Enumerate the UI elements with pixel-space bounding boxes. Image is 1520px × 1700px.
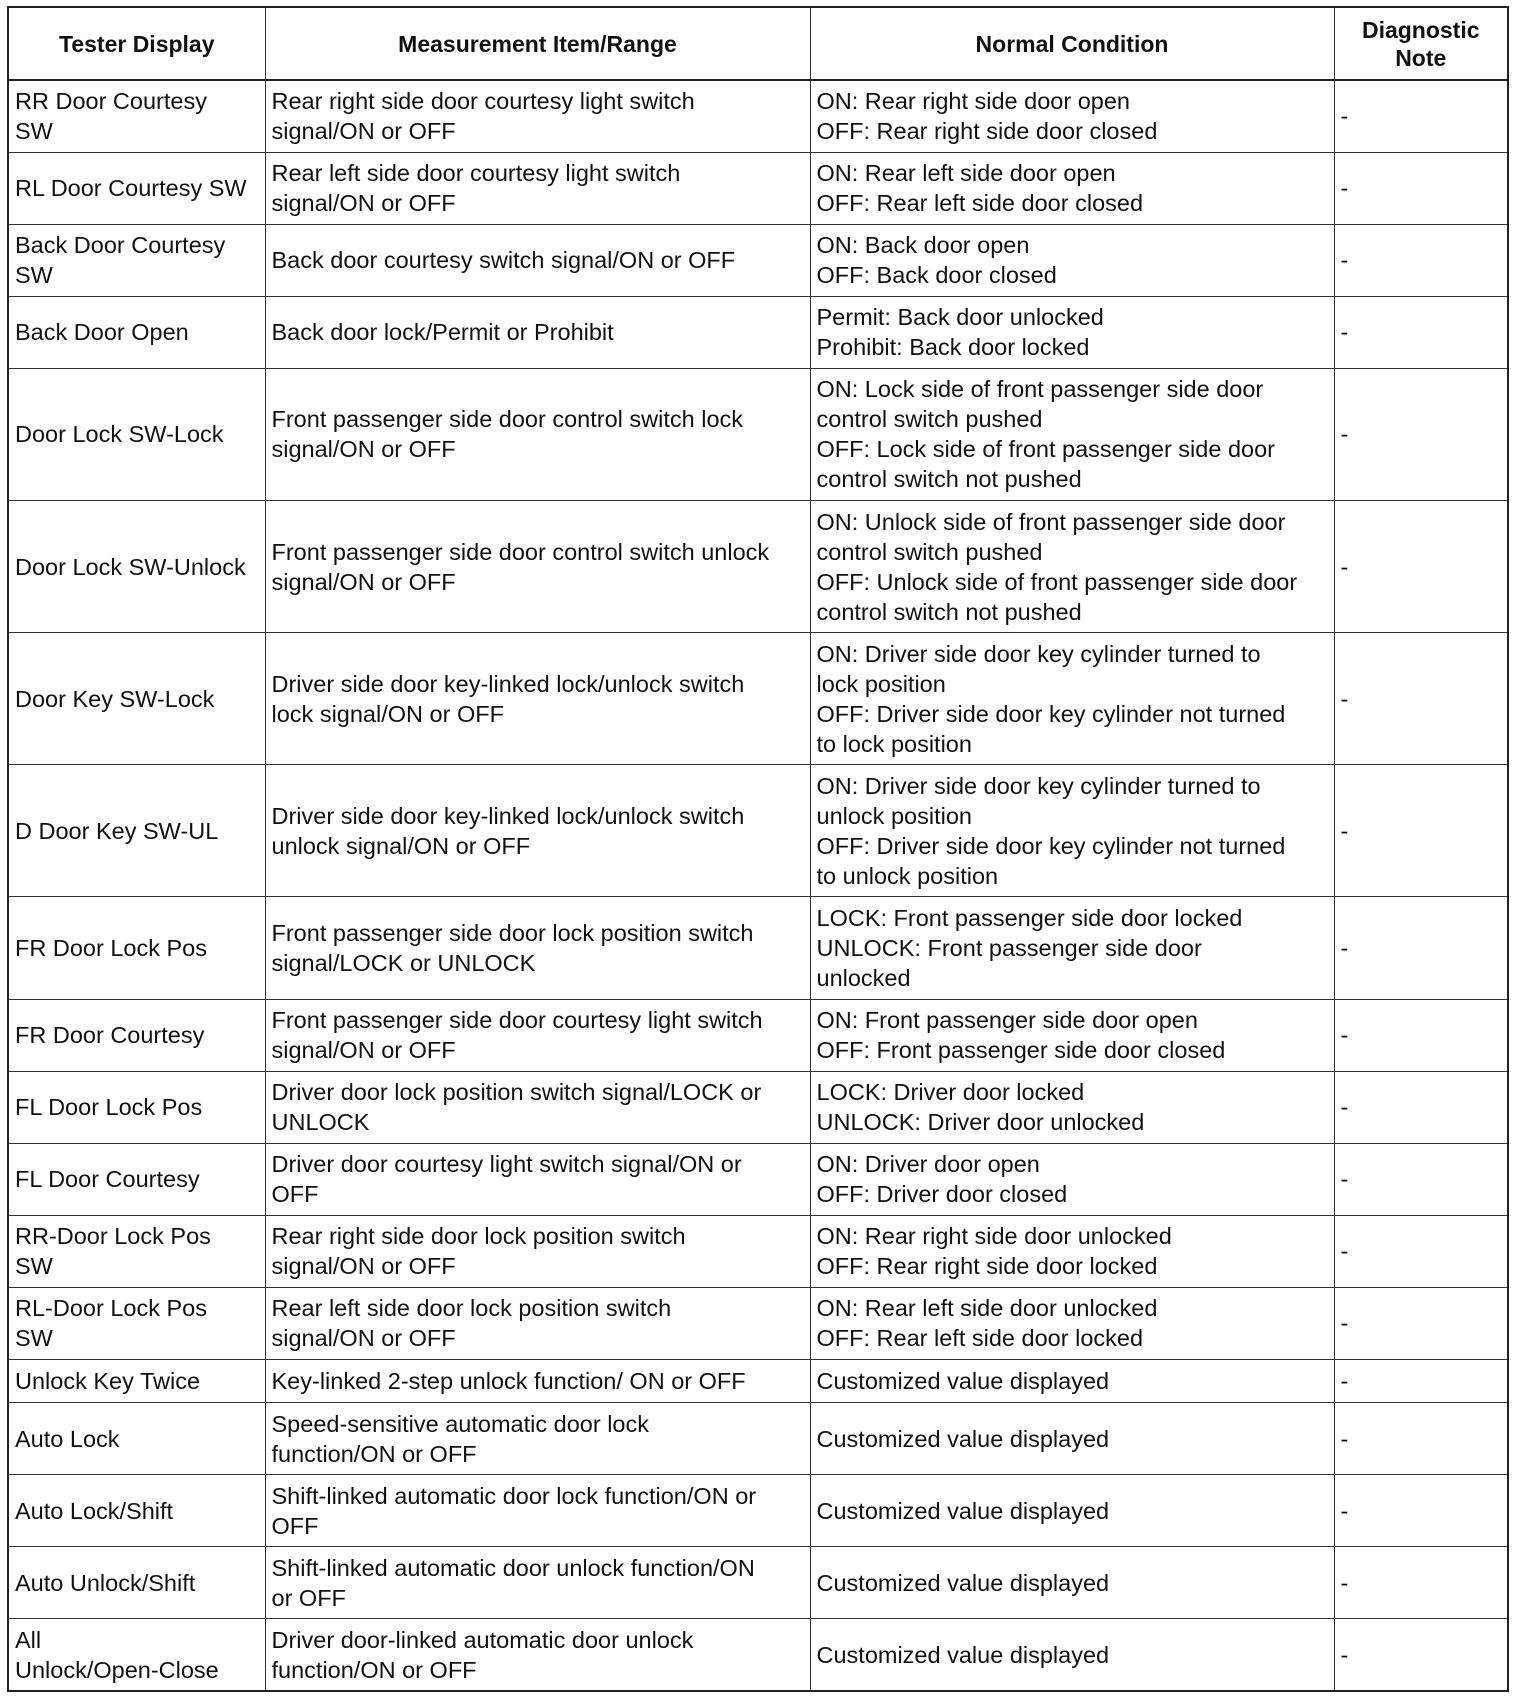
measurement-item-cell [265,765,810,897]
cell-text-line: Driver door lock position switch signal/LOCK or [271,1079,762,1106]
diagnostic-note-cell: - [1334,765,1508,897]
measurement-item-cell [265,897,810,999]
cell-text-line: Shift-linked automatic door unlock function/ON [271,1554,755,1581]
cell-text-line: Driver side door key-linked lock/unlock switch [271,670,745,697]
cell-text-line: ON: Rear left side door open [816,160,1116,187]
cell-text-line: function/ON or OFF [271,1440,477,1467]
cell-text-line: ON: Rear left side door unlocked [816,1295,1158,1322]
cell-text-line: Auto Lock [15,1425,120,1452]
table-row [8,897,1508,999]
cell-text-line: OFF: Driver door closed [816,1181,1068,1208]
diagnostic-note-cell: - [1334,368,1508,500]
normal-condition-cell [810,765,1334,897]
cell-text-line: Prohibit: Back door locked [816,334,1090,361]
tester-display-cell [8,1287,265,1359]
tester-display-cell [8,1071,265,1143]
cell-text-line: ON: Unlock side of front passenger side door [816,508,1286,535]
cell-text-line: or OFF [271,1584,346,1611]
normal-condition-cell [810,1475,1334,1547]
cell-text-line: function/ON or OFF [271,1656,477,1683]
measurement-item-cell [265,152,810,224]
normal-condition-cell [810,368,1334,500]
measurement-item-cell [265,500,810,632]
table-row [8,1287,1508,1359]
measurement-item-cell [265,80,810,152]
cell-text-line: ON: Driver side door key cylinder turned to [816,640,1261,667]
normal-condition-cell [810,500,1334,632]
cell-text-line: to unlock position [816,862,999,889]
measurement-item-cell [265,1287,810,1359]
cell-text-line: Back Door Open [15,319,189,346]
cell-text-line: Door Lock SW-Lock [15,421,224,448]
diagnostic-note-cell: - [1334,897,1508,999]
cell-text-line: signal/ON or OFF [271,568,456,595]
cell-text-line: D Door Key SW-UL [15,817,219,844]
measurement-item-cell [265,1475,810,1547]
tester-display-cell [8,500,265,632]
cell-text-line: OFF [271,1181,319,1208]
cell-text-line: UNLOCK: Driver door unlocked [816,1109,1145,1136]
cell-text-line: signal/ON or OFF [271,1253,456,1280]
normal-condition-cell [810,80,1334,152]
cell-text-line: SW [15,1325,53,1352]
measurement-item-cell [265,296,810,368]
tester-display-cell [8,1143,265,1215]
cell-text-line: Speed-sensitive automatic door lock [271,1410,650,1437]
cell-text-line: control switch pushed [816,406,1043,433]
cell-text-line: LOCK: Front passenger side door locked [816,905,1243,931]
cell-text-line: RL Door Courtesy SW [15,175,247,202]
cell-text-line: Auto Lock/Shift [15,1497,174,1524]
table-row [8,224,1508,296]
cell-text-line: FL Door Courtesy [15,1166,200,1193]
cell-text-line: signal/LOCK or UNLOCK [271,950,536,976]
tester-display-cell [8,1619,265,1691]
tester-display-cell [8,80,265,152]
measurement-item-cell [265,1071,810,1143]
cell-text-line: Front passenger side door lock position switch [271,920,754,946]
cell-text-line: Customized value displayed [816,1497,1110,1524]
cell-text-line: signal/ON or OFF [271,118,456,145]
diagnostic-note-cell: - [1334,1547,1508,1619]
table-row [8,633,1508,765]
table-row [8,1619,1508,1691]
diagnostic-note-cell: - [1334,224,1508,296]
cell-text-line: Customized value displayed [816,1569,1110,1596]
cell-text-line: Unlock/Open-Close [15,1656,219,1683]
normal-condition-cell [810,296,1334,368]
cell-text-line: Door Key SW-Lock [15,685,215,712]
cell-text-line: Back Door Courtesy [15,232,226,259]
measurement-item-cell [265,633,810,765]
header-tester-display: Tester Display [8,7,265,80]
normal-condition-cell [810,897,1334,999]
tester-display-cell [8,1475,265,1547]
cell-text-line: to lock position [816,730,972,757]
diagnostic-note-cell: - [1334,999,1508,1071]
diagnostic-note-cell: - [1334,1475,1508,1547]
tester-display-cell [8,1359,265,1402]
cell-text-line: Front passenger side door control switch lock [271,406,744,433]
tester-display-cell [8,1547,265,1619]
normal-condition-cell [810,1143,1334,1215]
cell-text-line: Customized value displayed [816,1641,1110,1668]
cell-text-line: OFF: Rear right side door closed [816,118,1158,145]
measurement-item-cell [265,1359,810,1402]
tester-display-cell [8,1403,265,1475]
cell-text-line: FR Door Courtesy [15,1022,205,1049]
cell-text-line: Shift-linked automatic door lock function/ON or [271,1482,757,1509]
header-normal-condition: Normal Condition [810,7,1334,80]
tester-display-cell [8,897,265,999]
cell-text-line: ON: Lock side of front passenger side door [816,376,1264,403]
diagnostic-note-cell: - [1334,1359,1508,1402]
cell-text-line: SW [15,1253,53,1280]
cell-text-line: unlock position [816,802,972,829]
cell-text-line: Driver side door key-linked lock/unlock switch [271,802,745,829]
cell-text-line: OFF: Driver side door key cylinder not turned [816,832,1286,859]
diagnostic-note-cell: - [1334,1403,1508,1475]
table-row [8,152,1508,224]
diagnostic-note-cell: - [1334,500,1508,632]
table-row [8,1403,1508,1475]
cell-text-line: unlock signal/ON or OFF [271,832,531,859]
tester-display-cell [8,633,265,765]
cell-text-line: OFF: Driver side door key cylinder not turned [816,700,1286,727]
cell-text-line: Back door courtesy switch signal/ON or OFF [271,247,736,274]
cell-text-line: Auto Unlock/Shift [15,1569,196,1596]
diagnostic-data-table [7,6,1509,1692]
table-row [8,1143,1508,1215]
measurement-item-cell [265,1547,810,1619]
cell-text-line: ON: Driver door open [816,1151,1040,1178]
cell-text-line: Rear left side door lock position switch [271,1295,672,1322]
measurement-item-cell [265,1403,810,1475]
cell-text-line: RL-Door Lock Pos [15,1295,207,1322]
cell-text-line: Front passenger side door control switch unlock [271,538,770,565]
cell-text-line: Unlock Key Twice [15,1367,201,1394]
cell-text-line: Permit: Back door unlocked [816,304,1104,331]
diagnostic-note-cell: - [1334,152,1508,224]
cell-text-line: ON: Rear right side door unlocked [816,1223,1172,1250]
diagnostic-note-cell: - [1334,80,1508,152]
cell-text-line: RR Door Courtesy [15,88,207,115]
cell-text-line: Customized value displayed [816,1425,1110,1452]
cell-text-line: signal/ON or OFF [271,1037,456,1064]
cell-text-line: lock position [816,670,946,697]
cell-text-line: Back door lock/Permit or Prohibit [271,319,614,346]
table-row [8,1547,1508,1619]
cell-text-line: signal/ON or OFF [271,436,456,463]
tester-display-cell [8,152,265,224]
cell-text-line: OFF: Rear left side door locked [816,1325,1144,1352]
table-body [8,80,1508,1691]
measurement-item-cell [265,1215,810,1287]
normal-condition-cell [810,633,1334,765]
cell-text-line: ON: Driver side door key cylinder turned to [816,772,1261,799]
cell-text-line: UNLOCK [271,1109,370,1136]
cell-text-line: OFF: Rear right side door locked [816,1253,1158,1280]
cell-text-line: Rear left side door courtesy light switch [271,160,681,187]
cell-text-line: OFF: Front passenger side door closed [816,1037,1226,1064]
cell-text-line: OFF: Lock side of front passenger side door [816,436,1275,463]
cell-text-line: FR Door Lock Pos [15,935,207,961]
cell-text-line: unlocked [816,965,911,991]
table-row [8,765,1508,897]
measurement-item-cell [265,224,810,296]
table-row [8,1359,1508,1402]
cell-text-line: SW [15,262,53,289]
measurement-item-cell [265,999,810,1071]
normal-condition-cell [810,1403,1334,1475]
cell-text-line: Rear right side door lock position switch [271,1223,686,1250]
cell-text-line: OFF [271,1512,319,1539]
normal-condition-cell [810,1619,1334,1691]
normal-condition-cell [810,1071,1334,1143]
cell-text-line: lock signal/ON or OFF [271,700,504,727]
tester-display-cell [8,368,265,500]
tester-display-cell [8,224,265,296]
cell-text-line: signal/ON or OFF [271,1325,456,1352]
cell-text-line: All [15,1626,42,1653]
table-row [8,999,1508,1071]
cell-text-line: LOCK: Driver door locked [816,1079,1085,1106]
normal-condition-cell [810,224,1334,296]
diagnostic-note-cell: - [1334,1287,1508,1359]
tester-display-cell [8,296,265,368]
tester-display-cell [8,765,265,897]
diagnostic-note-cell: - [1334,1619,1508,1691]
cell-text-line: control switch not pushed [816,598,1082,625]
cell-text-line: ON: Front passenger side door open [816,1007,1198,1034]
header-measurement-item: Measurement Item/Range [265,7,810,80]
normal-condition-cell [810,999,1334,1071]
cell-text-line: control switch not pushed [816,466,1082,493]
diagnostic-note-cell: - [1334,633,1508,765]
cell-text-line: SW [15,118,53,145]
table-header-row [8,7,1508,80]
cell-text-line: Driver door-linked automatic door unlock [271,1626,694,1653]
table-row [8,368,1508,500]
cell-text-line: control switch pushed [816,538,1043,565]
cell-text-line: Driver door courtesy light switch signal/ON or [271,1151,742,1178]
cell-text-line: ON: Rear right side door open [816,88,1130,115]
tester-display-cell [8,1215,265,1287]
measurement-item-cell [265,368,810,500]
cell-text-line: FL Door Lock Pos [15,1094,203,1121]
normal-condition-cell [810,152,1334,224]
normal-condition-cell [810,1215,1334,1287]
cell-text-line: Door Lock SW-Unlock [15,553,246,580]
cell-text-line: Front passenger side door courtesy light switch [271,1007,763,1034]
normal-condition-cell [810,1547,1334,1619]
cell-text-line: Customized value displayed [816,1367,1110,1394]
table-row [8,80,1508,152]
cell-text-line: Rear right side door courtesy light switch [271,88,695,115]
diagnostic-note-cell: - [1334,296,1508,368]
cell-text-line: Key-linked 2-step unlock function/ ON or OFF [271,1367,746,1394]
cell-text-line: signal/ON or OFF [271,190,456,217]
diagnostic-note-cell: - [1334,1215,1508,1287]
table-row [8,1215,1508,1287]
table-row [8,500,1508,632]
diagnostic-note-cell: - [1334,1143,1508,1215]
table-row [8,1475,1508,1547]
cell-text-line: OFF: Back door closed [816,262,1057,289]
cell-text-line: ON: Back door open [816,232,1030,259]
measurement-item-cell [265,1143,810,1215]
measurement-item-cell [265,1619,810,1691]
cell-text-line: UNLOCK: Front passenger side door [816,935,1202,961]
diagnostic-note-cell: - [1334,1071,1508,1143]
cell-text-line: RR-Door Lock Pos [15,1223,211,1250]
cell-text-line: OFF: Unlock side of front passenger side door [816,568,1298,595]
normal-condition-cell [810,1359,1334,1402]
cell-text-line: OFF: Rear left side door closed [816,190,1144,217]
tester-display-cell [8,999,265,1071]
normal-condition-cell [810,1287,1334,1359]
table-row [8,1071,1508,1143]
header-diagnostic-note [1334,7,1508,80]
header-diagnostic-note-label: Diagnostic Note [1361,16,1480,71]
table-row [8,296,1508,368]
